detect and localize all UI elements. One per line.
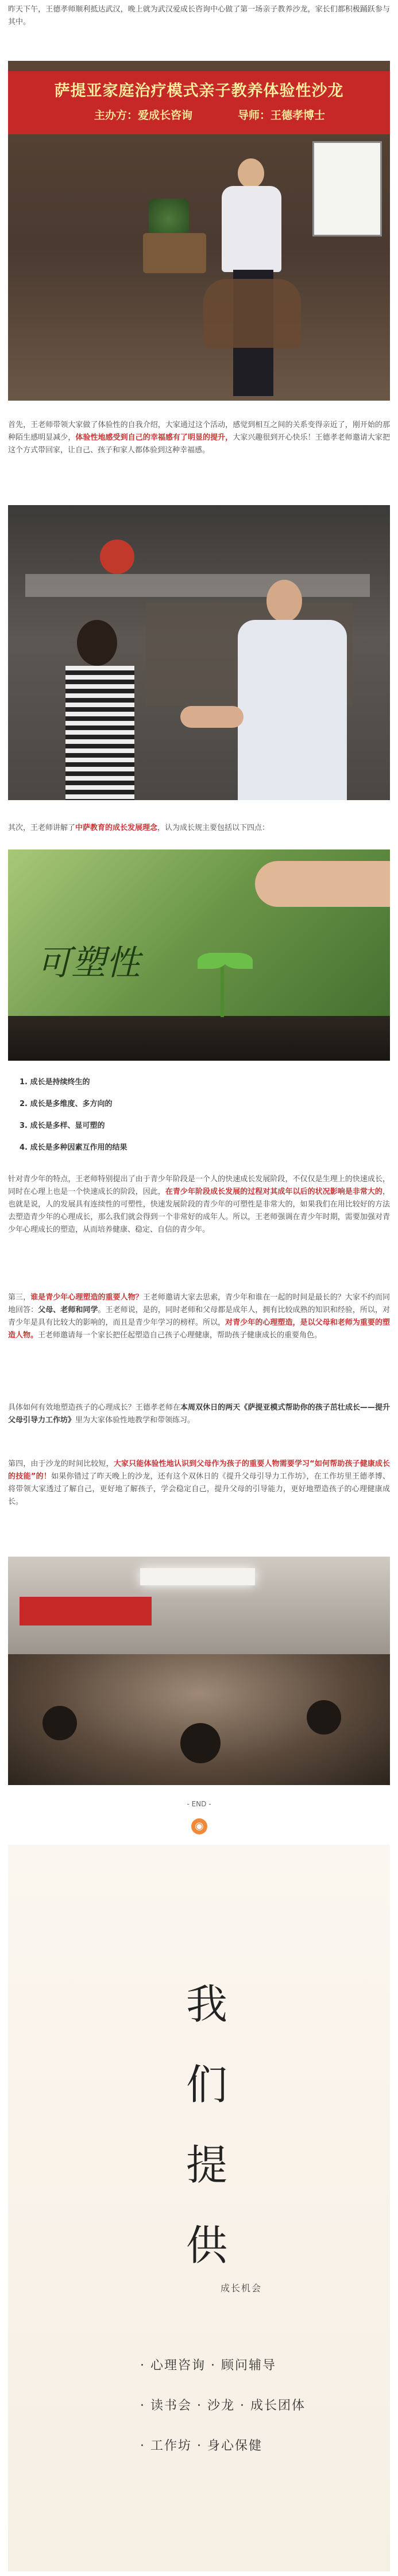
banner-title: 萨提亚家庭治疗模式亲子教养体验性沙龙: [54, 82, 344, 100]
intro-text: 昨天下午，王德孝师顺利抵达武汉，晚上就为武汉爱成长咨询中心做了第一场亲子教养沙龙，家长们都积极踊跃参与其中。: [8, 5, 390, 26]
wall-window: [25, 574, 370, 597]
poster-char-4: 供: [186, 2221, 228, 2269]
p2-text-c: ，认为成长规主要包括以下四点：: [157, 824, 270, 832]
growth-point-1: 1. 成长是持续终生的: [20, 1078, 90, 1087]
paragraph-growth-concept: [8, 822, 390, 835]
service-line-3: · 工作坊 · 身心保健: [140, 2439, 262, 2453]
end-marker: - END -: [187, 1800, 211, 1808]
seedling-leaf-left: [198, 953, 226, 969]
brand-logo-icon: ◉: [191, 1818, 207, 1834]
participant-front-left: [42, 1706, 77, 1740]
participant-front-center: [180, 1723, 221, 1763]
wicker-chair: [203, 279, 301, 348]
p4-text-c: 王老师邀请大家去思索，青少年和谁在一起的时间是最长的？大家不约而同地回答：: [8, 1293, 390, 1314]
p1-highlight: 体验性地感受到自己的幸福感有了明显的提升，: [75, 433, 233, 442]
p6-text-c: 如果你错过了昨天晚上的沙龙，还有这个双休日的《提升父母引导力工作坊》，在工作坊里王德孝博、将带领大家透过了解自己，更好地了解孩子，学会稳定自己，提升父母的引导能力，更好地塑造孩子的心理健康成长。: [8, 1472, 390, 1506]
p1-text-c: 大家兴趣很到开心快乐！王德孝老师邀请大家把这个方式带回家，让自己、孩子和家人都体验到这种幸福感。: [8, 433, 390, 455]
hand-reaching: [255, 861, 390, 907]
woman-striped-shirt: [65, 666, 134, 800]
man-head: [266, 580, 302, 622]
paragraph-self-intro: [8, 419, 390, 457]
group-circle-photo: [8, 1557, 390, 1785]
p4-answer: 父母、老师和同学: [38, 1306, 98, 1314]
soil: [8, 1016, 390, 1061]
growth-point-4: 4. 成长是多种因素互作用的结果: [20, 1143, 127, 1152]
paragraph-adolescent-growth: [8, 1173, 390, 1236]
seedling-stem: [221, 964, 224, 1017]
p2-highlight: 中萨教育的成长发展理念: [75, 824, 158, 832]
p4-question: 谁是青少年心理塑造的重要人物？: [30, 1293, 143, 1302]
poster-char-2: 们: [186, 2061, 228, 2109]
p1-text-a: 首先，王老师带领大家做了体验性的自我介绍，大家通过这个活动，感觉到相互之间的关系变得亲近了，刚开始的那种陌生感明显减少，: [8, 421, 390, 442]
ceiling-light: [140, 1568, 255, 1585]
salon-banner: [8, 71, 390, 134]
speaker-head: [238, 158, 264, 188]
p5-text-c: 里为大家体验性地教学和带领练习。: [75, 1416, 195, 1425]
p3-text-c: ，也就是说，人的发展具有连续性的可塑性，快速发展阶段的青少年的可塑性是非常大的，如果我们在用比较好的方法去塑造青少年的心理成长，那么我们就会得到一个非常好的成年人。所以，王老师强调在青少年时期，需要加强对青少年心理成长的塑造，从而培养健康、稳定、自信的青少年。: [8, 1188, 390, 1234]
services-poster: [8, 1845, 390, 2571]
salon-speaker-photo: [8, 61, 390, 401]
growth-point-2: 2. 成长是多维度、多方向的: [20, 1100, 113, 1108]
plant-caption: 可塑性: [37, 943, 140, 983]
side-table: [143, 233, 206, 273]
p3-text-a: 针对青少年的特点，王老师特别提出了由于青少年阶段是一个人的快速成长发展阶段，不仅仅是生理上的快速成长，同时在心理上也是一个快速成长的阶段，因此，: [8, 1175, 390, 1196]
woman-hair: [77, 620, 117, 666]
end-label: END: [191, 1800, 207, 1808]
red-lantern: [100, 540, 134, 574]
p2-text-a: 其次，王老师讲解了: [8, 824, 76, 832]
p4-highlight: 对青少年的心理塑造，是以父母和老师为重要的塑造人物。: [8, 1318, 390, 1340]
participant-front-right: [307, 1700, 341, 1735]
paragraph-conclusion: [8, 1458, 390, 1508]
p5-workshop-title: 本周双休日的两天《萨提亚模式帮助你的孩子茁壮成长——提升父母引导力工作坊》: [8, 1403, 390, 1425]
p5-text-a: 具体如何有效地塑造孩子的心理成长？王德孝老师在: [8, 1403, 180, 1412]
group-activity-photo: [8, 505, 390, 800]
service-line-2: · 读书会 · 沙龙 · 成长团体: [140, 2399, 306, 2413]
banner-on-wall: [20, 1597, 152, 1625]
plant-seedling-photo: [8, 849, 390, 1061]
p6-text-a: 第四，由于沙龙的时间比较短，: [8, 1460, 114, 1468]
paragraph-workshop: [8, 1402, 390, 1427]
banner-mentor: 导师：王德孝博士: [238, 109, 326, 122]
growth-point-3: 3. 成长是多样、显可塑的: [20, 1122, 105, 1130]
p4-text-a: 第三，: [8, 1293, 31, 1302]
p3-highlight: 在青少年阶段成长发展的过程对其成年以后的状况影响是非常大的: [165, 1188, 382, 1196]
whiteboard: [312, 141, 382, 236]
p4-text-e: 。王老师说，是的，同时老师和父母都是成年人，拥有比较成熟的知识和经验，所以，对青少年是具有比较大的影响的，而且是青少年学习的榜样。所以，: [8, 1306, 390, 1327]
paragraph-key-figures: [8, 1291, 390, 1342]
p6-highlight: 大家只能体验性地认识到父母作为孩子的重要人物需要学习“如何帮助孩子健康成长的技能”的！: [8, 1460, 390, 1481]
banner-sponsor: 主办方：爱成长咨询: [94, 109, 193, 122]
poster-char-3: 提: [186, 2141, 228, 2189]
seedling-leaf-right: [224, 953, 253, 969]
handshake: [180, 706, 244, 728]
poster-subtitle: 成长机会: [221, 2283, 262, 2294]
poster-char-1: 我: [186, 1980, 228, 2028]
man-white-shirt: [238, 620, 347, 800]
intro-paragraph: [8, 3, 390, 29]
p4-text-g: 王老师邀请每一个家长把任起塑造自己孩子心理健康，帮助孩子健康成长的重要角色。: [38, 1331, 322, 1340]
service-line-1: · 心理咨询 · 顾问辅导: [140, 2358, 276, 2373]
speaker-body: [222, 186, 281, 272]
